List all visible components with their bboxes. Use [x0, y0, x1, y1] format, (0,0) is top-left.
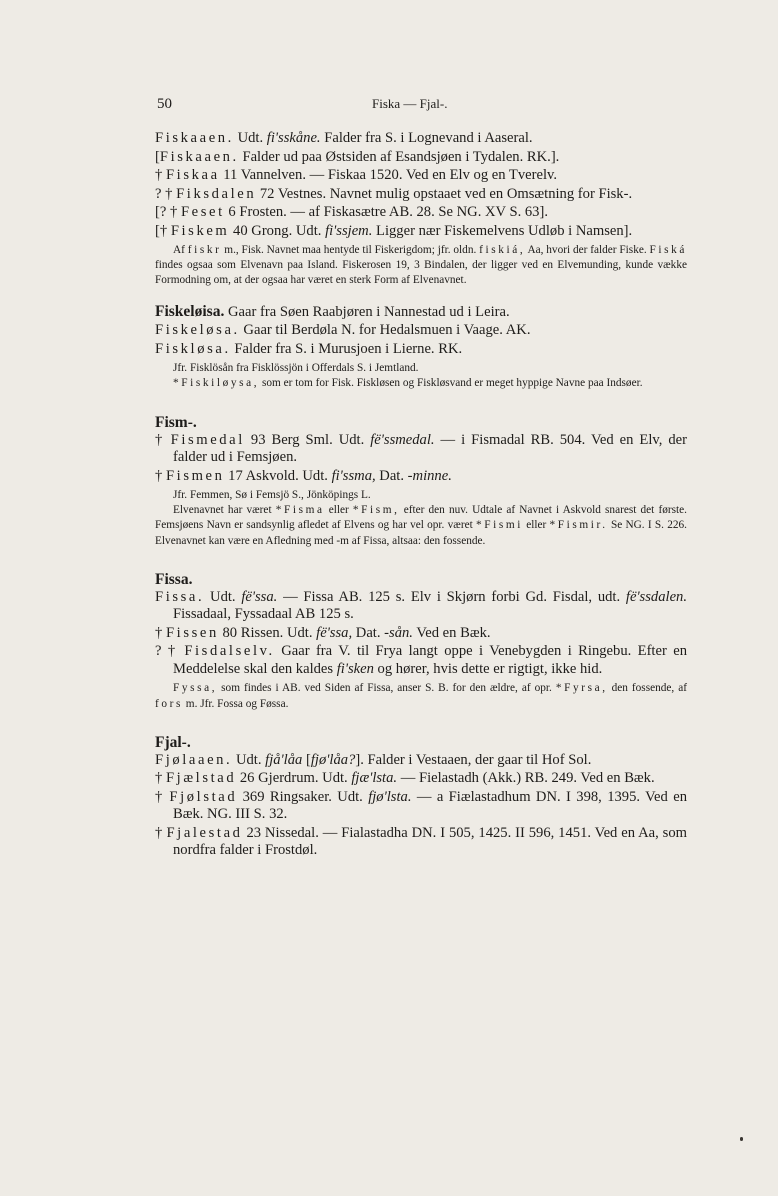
section-heading: Fiskeløisa. [155, 302, 225, 320]
entry-fisdalselv: ? † Fisdalselv. Gaar fra V. til Frya langt oppe i Venebygden i Ringebu. Efter en Meddelelse skal den kaldes fi'sken og hører, hvis dette er rigtigt, ikke hid. [155, 643, 687, 677]
entry-fjolaaen: Fjølaaen. Udt. fjå'låa [fjø'låa?]. Falder i Vestaaen, der gaar til Hof Sol. [155, 751, 592, 768]
page-number: 50 [157, 96, 172, 112]
note-fyssa: Fyssa, som findes i AB. ved Siden af Fissa, anser S. B. for den ældre, af opr. *Fyrsa, den fossende, af fors m. Jfr. Fossa og Føssa. [155, 682, 687, 710]
note-femmen: Jfr. Femmen, Sø i Femsjö S., Jönköpings L. [173, 489, 371, 502]
note-fiskiloysa: *Fiskiløysa, som er tom for Fisk. Fiskløsen og Fiskløsvand er meget hyppige Navne paa Indsøer. [173, 377, 643, 390]
entry-fiskaaen-1: Fiskaaen. Udt. fi'sskåne. Falder fra S. i Lognevand i Aaseral. [155, 130, 533, 146]
entry-fismen: † Fismen 17 Askvold. Udt. fi'ssma, Dat. -minne. [155, 467, 452, 484]
note-elvenavnet: Elvenavnet har været *Fisma eller *Fism, efter den nuv. Udtale af Navnet i Askvold snarest det første. Femsjøens Navn er sandsynlig afledet af Elvens og har vel opr. været *Fismi eller *Fismir. Se NG. I S. 226. Elvenavnet kan være en Afledning med -m af Fissa, altsaa: den fossende. [155, 504, 688, 547]
entry-fiskelosa: Fiskeløsa. Gaar til Berdøla N. for Hedalsmuen i Vaage. AK. [155, 322, 531, 339]
entry-feset: [? † Feset 6 Frosten. — af Fiskasætre AB. 28. Se NG. XV S. 63]. [155, 204, 548, 220]
entry-fjalestad: † Fjalestad 23 Nissedal. — Fialastadha DN. I 505, 1425. II 596, 1451. Ved en Aa, som nordfra falder i Frostdøl. [155, 824, 688, 859]
section-fiskeloisa: Fiskeløisa. Gaar fra Søen Raabjøren i Nannestad ud i Leira. [155, 302, 510, 320]
entry-fiskem: [† Fiskem 40 Grong. Udt. fi'ssjem. Ligger nær Fiskemelvens Udløb i Namsen]. [155, 222, 633, 239]
entry-fjaelstad: † Fjælstad 26 Gjerdrum. Udt. fjæ'lsta. — Fielastadh (Akk.) RB. 249. Ved en Bæk. [155, 770, 655, 787]
entry-fisklosa: Fiskløsa. Falder fra S. i Murusjoen i Lierne. RK. [155, 340, 463, 357]
entry-fissa: Fissa. Udt. fë'ssa. — Fissa AB. 125 s. Elv i Skjørn forbi Gd. Fisdal, udt. fë'ssdalen. Fissadaal, Fyssadaal AB 125 s. [155, 588, 687, 623]
ink-speck [740, 1137, 743, 1141]
entry-fiskaaen-2: [Fiskaaen. Falder ud paa Østsiden af Esandsjøen i Tydalen. RK.]. [155, 148, 560, 165]
entry-fissen: † Fissen 80 Rissen. Udt. fë'ssa, Dat. -sån. Ved en Bæk. [155, 624, 491, 641]
entry-fiskaa: † Fiskaa 11 Vannelven. — Fiskaa 1520. Ved en Elv og en Tverelv. [155, 167, 558, 183]
entry-fiksdalen: ? † Fiksdalen 72 Vestnes. Navnet mulig opstaaet ved en Omsætning for Fisk-. [155, 185, 633, 202]
page-body [155, 130, 687, 861]
entry-fjolstad: † Fjølstad 369 Ringsaker. Udt. fjø'lsta. — a Fiælastadhum DN. I 398, 1395. Ved en Bæk. NG. III S. 32. [155, 788, 687, 823]
note-fisklosan: Jfr. Fisklösån fra Fisklössjön i Offerdals S. i Jemtland. [173, 362, 419, 375]
section-heading-fissa: Fissa. [155, 570, 193, 588]
section-heading-fism: Fism-. [155, 413, 197, 431]
running-title: Fiska — Fjal-. [372, 96, 448, 111]
entry-fismedal: † Fismedal 93 Berg Sml. Udt. fë'ssmedal. — i Fismadal RB. 504. Ved en Elv, der falder ud i Femsjøen. [155, 431, 687, 466]
section-heading-fjal: Fjal-. [155, 733, 191, 751]
note-fisk: Af fiskr m., Fisk. Navnet maa hentyde til Fiskerigdom; jfr. oldn. fiskiá, Aa, hvori der falder Fiske. Fiská findes ogsaa som Elvenavn paa Island. Fiskerosen 19, 3 Bindalen, der ligger ved en Elvemunding, kunde vække Formodning om, at der ogsaa har været en sterk Form af Elvenavnet. [155, 244, 687, 287]
page-header [0, 96, 778, 116]
